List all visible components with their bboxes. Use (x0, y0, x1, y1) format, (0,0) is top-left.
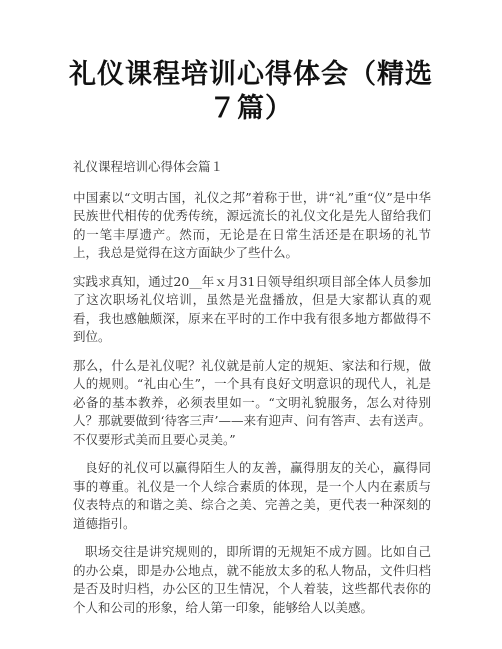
section-heading: 礼仪课程培训心得体会篇１ (73, 159, 224, 174)
paragraph: 中国素以“文明古国，礼仪之邦”着称于世，讲“礼”重“仪”是中华民族世代相传的优秀传统，源远流长的礼仪文化是先人留给我们的一笔丰厚遗产。然而，无论是在日常生活还是在职场的礼节上，我总是觉得在这方面缺少了些什么。 (73, 189, 431, 260)
document-body (73, 158, 431, 627)
paragraph: 良好的礼仪可以赢得陌生人的友善，赢得朋友的关心，赢得同事的尊重。礼仪是一个人综合素质的体现，是一个人内在素质与仪表特点的和谐之美、综合之美、完善之美，更代表一种深刻的道德指引。 (73, 460, 431, 531)
document-title: 礼仪课程培训心得体会（精选７篇） (69, 59, 433, 124)
paragraph: 实践求真知，通过20__年ｘ月31日领导组织项目部全体人员参加了这次职场礼仪培训，虽然是光盘播放，但是大家都认真的观看，我也感触颇深，原来在平时的工作中我有很多地方都做得不到位。 (73, 273, 431, 344)
paragraph: 职场交往是讲究规则的，即所谓的无规矩不成方圆。比如自己的办公桌，即是办公地点，就不能放太多的私人物品，文件归档是否及时归档，办公区的卫生情况，个人着装，这些都代表你的个人和公司的形象，给人第一印象，能够给人以美感。 (73, 544, 431, 615)
paragraph: 那么，什么是礼仪呢？礼仪就是前人定的规矩、家法和行规，做人的规则。“礼由心生”，一个具有良好文明意识的现代人，礼是必备的基本教养，必须表里如一。“文明礼貌服务，怎么对待别人？那就要做到‘待客三声’——来有迎声、问有答声、去有送声。不仅要形式美而且要心灵美。” (73, 357, 431, 447)
